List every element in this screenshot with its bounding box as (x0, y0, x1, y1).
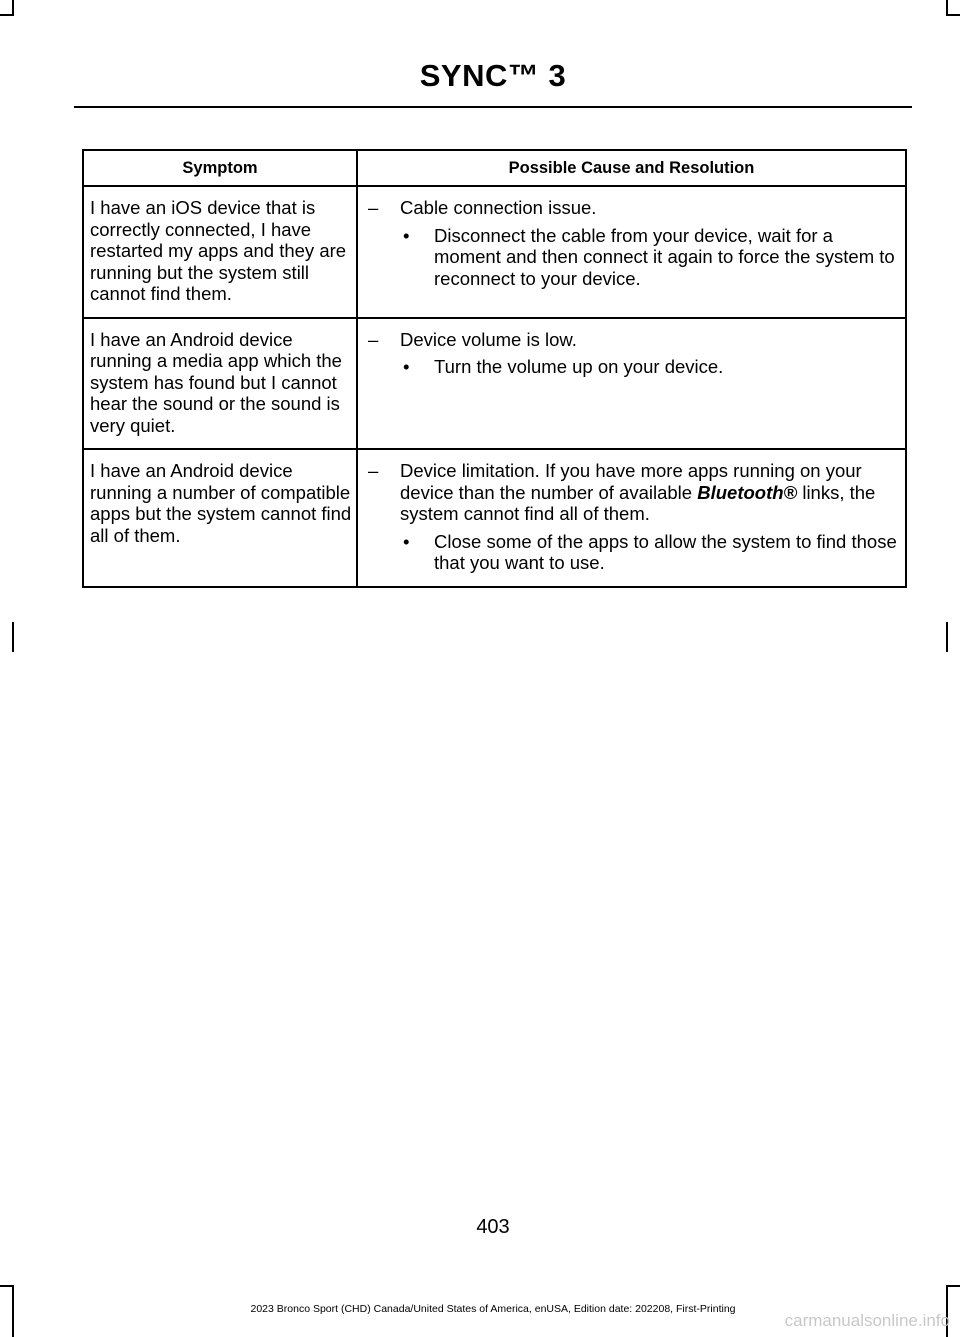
crop-mark-bottom-left-horizontal (0, 1285, 14, 1287)
symptom-cell: I have an Android device running a number of compatible apps but the system cannot find all of them. (83, 449, 357, 587)
bullet-marker: • (403, 224, 410, 246)
resolution-line (368, 225, 899, 290)
page-title: SYNC™ 3 (419, 58, 567, 93)
column-header-cause-resolution: Possible Cause and Resolution (357, 150, 906, 186)
dash-marker: – (368, 328, 379, 350)
crop-mark-mid-left (12, 622, 14, 652)
table-row (83, 186, 906, 318)
cause-text: Device volume is low. (400, 328, 577, 350)
table-header-row (83, 150, 906, 186)
resolution-cell (357, 449, 906, 587)
troubleshooting-table (82, 149, 907, 588)
bullet-marker: • (403, 356, 410, 377)
resolution-line (368, 531, 899, 574)
cause-text-after: links, the system cannot find all of them. (400, 481, 876, 524)
watermark: carmanualsonline.info (784, 1311, 950, 1330)
table-row (83, 318, 906, 450)
resolution-cell (357, 186, 906, 318)
crop-mark-bottom-right-horizontal (946, 1285, 960, 1287)
cause-line (368, 197, 899, 219)
page-number: 403 (476, 1216, 510, 1238)
resolution-text: Close some of the apps to allow the system to find those that you want to use. (434, 530, 897, 573)
resolution-text: Disconnect the cable from your device, wait for a moment and then connect it again to force the system to reconnect to your device. (434, 224, 895, 289)
edition-footer: 2023 Bronco Sport (CHD) Canada/United States of America, enUSA, Edition date: 202208, First-Printing (250, 1303, 736, 1315)
bluetooth-brand: Bluetooth® (697, 481, 798, 503)
resolution-cell (357, 318, 906, 450)
cause-line (368, 460, 899, 525)
dash-marker: – (368, 460, 379, 481)
crop-mark-top-right-horizontal (946, 14, 960, 16)
symptom-cell: I have an Android device running a media app which the system has found but I cannot hear the sound or the sound is very quiet. (83, 318, 357, 450)
cause-text: Cable connection issue. (400, 197, 597, 218)
table-row (83, 449, 906, 587)
column-header-symptom: Symptom (83, 150, 357, 186)
bullet-marker: • (403, 530, 410, 552)
resolution-text: Turn the volume up on your device. (434, 356, 724, 377)
cause-line (368, 329, 899, 351)
cause-text-before: Device limitation. If you have more apps running on your device than the number of available (400, 460, 862, 503)
title-rule (74, 106, 912, 108)
cause-text (400, 460, 899, 525)
crop-mark-mid-right (946, 622, 948, 652)
crop-mark-top-left-horizontal (0, 14, 14, 16)
symptom-cell: I have an iOS device that is correctly connected, I have restarted my apps and they are running but the system still cannot find them. (83, 186, 357, 318)
resolution-line (368, 356, 899, 378)
dash-marker: – (368, 197, 379, 218)
